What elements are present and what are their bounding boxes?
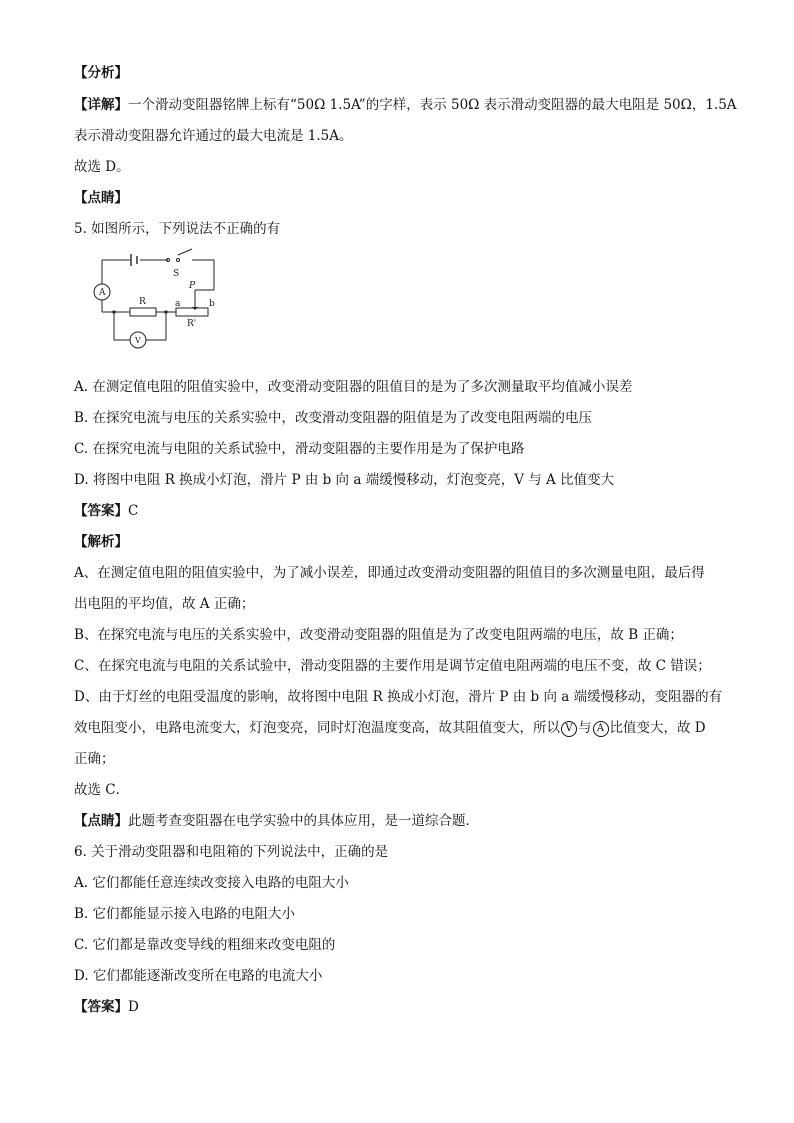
q5-choose: 故选 C． [74,782,130,798]
q5-comment [74,806,734,837]
explain-line-2: 出电阻的平均值，故 A 正确； [74,596,255,612]
label-switch: S [173,269,180,279]
ammeter-circle-icon: A [593,721,609,737]
q6-option-a: A. 它们都能任意连续改变接入电路的电阻大小 [74,875,349,891]
detail-text-1: 一个滑动变阻器铭牌上标有“50Ω 1.5A”的字样，表示 50Ω 表示滑动变阻器的最大电阻是 50Ω，1.5A [128,97,737,113]
q5-explain-heading: 【解析】 [74,534,128,550]
explain-line-6 [74,713,734,744]
label-a: a [175,299,181,309]
comment-heading: 【点睛】 [74,190,128,206]
q6-option-b: B. 它们都能显示接入电路的电阻大小 [74,906,296,922]
choose-d: 故选 D。 [74,159,130,175]
comment-heading-2: 【点睛】 [74,813,128,829]
answer-value: C [128,503,139,519]
answer-heading-2: 【答案】 [74,999,128,1015]
voltmeter-circle-icon: V [561,721,577,737]
analysis-heading: 【分析】 [74,65,128,81]
label-b: b [209,299,215,309]
comment-text: 此题考查变阻器在电学实验中的具体应用，是一道综合题． [128,813,479,829]
q6-answer [74,992,734,1023]
detail-line-1 [74,94,737,116]
label-voltmeter: V [135,336,141,345]
q6-option-c: C. 它们都是靠改变导线的粗细来改变电阻的 [74,937,336,953]
q5-answer [74,496,734,527]
answer-value-2: D [128,999,139,1015]
explain-line-1: A、在测定值电阻的阻值实验中，为了减小误差，即通过改变滑动变阻器的阻值目的多次测量电阻，最后得 [74,565,705,581]
label-rheostat: R' [187,319,197,329]
explain-line-5: D、由于灯丝的电阻受温度的影响，故将图中电阻 R 换成小灯泡，滑片 P 由 b 向 a 端缓慢移动，变阻器的有 [74,689,723,705]
circuit-diagram [80,246,220,358]
label-ammeter: A [99,288,106,298]
answer-heading: 【答案】 [74,503,128,519]
detail-text-2: 表示滑动变阻器允许通过的最大电流是 1.5A。 [74,128,353,144]
explain-line-7: 正确； [74,751,115,767]
q6-stem: 6. 关于滑动变阻器和电阻箱的下列说法中，正确的是 [74,844,389,860]
q5-option-c: C. 在探究电流与电阻的关系试验中，滑动变阻器的主要作用是为了保护电路 [74,441,525,457]
q6-option-d: D. 它们都能逐渐改变所在电路的电流大小 [74,968,323,984]
q5-option-d: D. 将图中电阻 R 换成小灯泡，滑片 P 由 b 向 a 端缓慢移动，灯泡变亮，V 与 A 比值变大 [74,472,615,488]
document-page [74,60,737,1023]
label-resistor: R [139,297,146,307]
explain-line-4: C、在探究电流与电阻的关系试验中，滑动变阻器的主要作用是调节定值电阻两端的电压不变，故 C 错误； [74,658,711,674]
detail-heading: 【详解】 [74,97,128,113]
q5-stem: 5. 如图所示，下列说法不正确的有 [74,221,281,237]
q5-option-b: B. 在探究电流与电压的关系实验中，改变滑动变阻器的阻值是为了改变电阻两端的电压 [74,410,593,426]
explain-d2-pre: 效电阻变小，电路电流变大，灯泡变亮，同时灯泡温度变高，故其阻值变大，所以 [74,720,560,736]
label-p: P [189,281,196,291]
q5-option-a: A. 在测定值电阻的阻值实验中，改变滑动变阻器的阻值目的是为了多次测量取平均值减小误差 [74,379,633,395]
explain-line-3: B、在探究电流与电压的关系实验中，改变滑动变阻器的阻值是为了改变电阻两端的电压，故 B 正确； [74,627,683,643]
explain-d2-mid: 与 [578,720,592,736]
explain-d2-post: 比值变大，故 D [609,720,706,736]
